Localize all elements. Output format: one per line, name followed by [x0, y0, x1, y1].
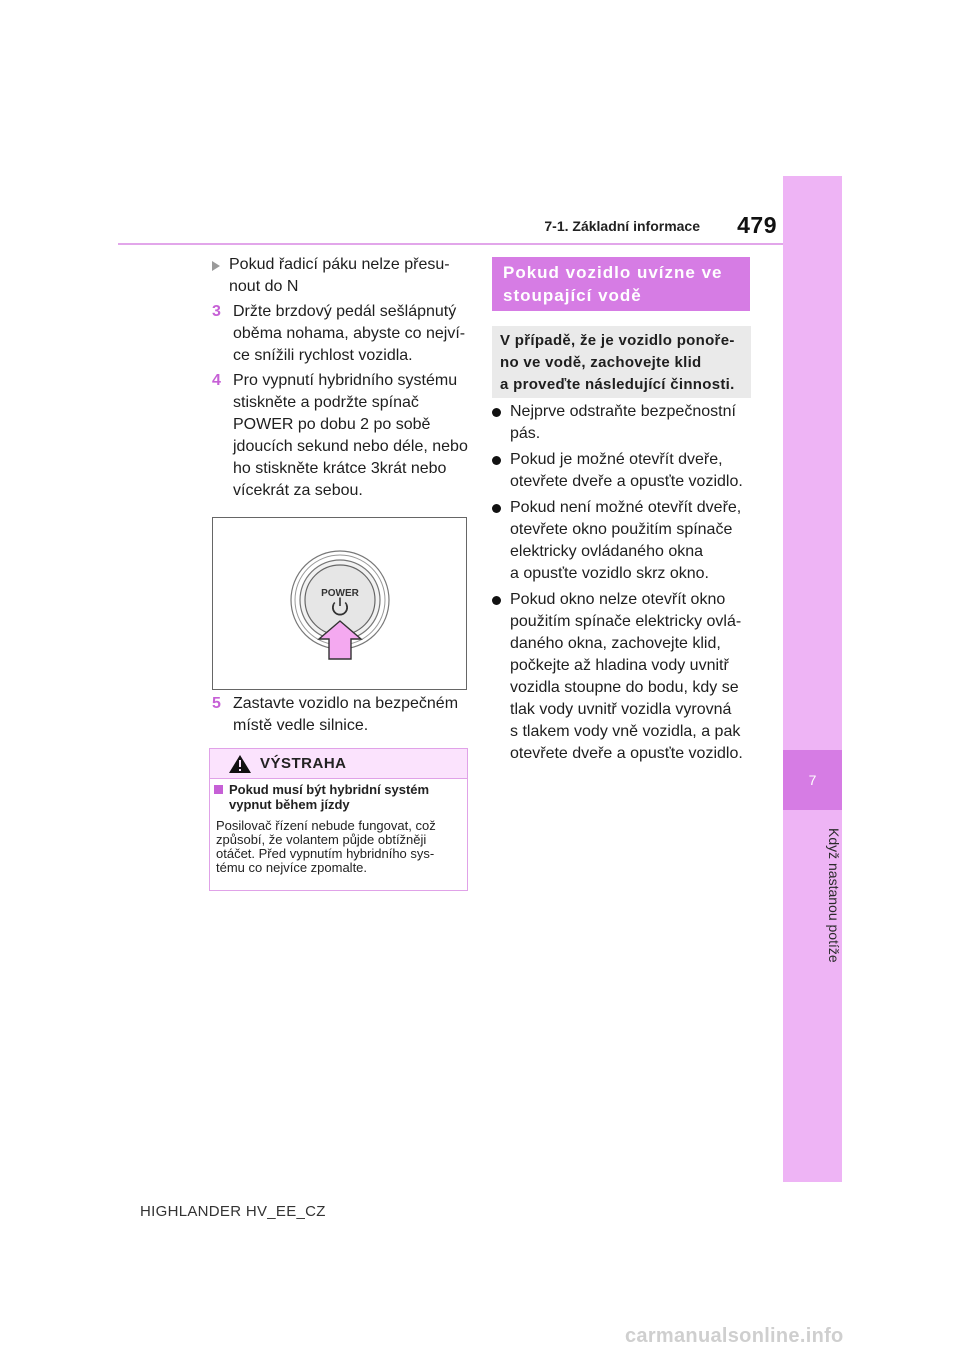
- warning-triangle-icon: [228, 754, 252, 774]
- bullet-line: pás.: [510, 425, 541, 442]
- page-number: 479: [737, 212, 777, 238]
- section-heading-box: [492, 257, 750, 311]
- section-heading-line: Pokud vozidlo uvízne ve: [503, 263, 723, 282]
- warning-title: VÝSTRAHA: [260, 755, 347, 772]
- substep-note: [212, 254, 472, 298]
- section-title: 7-1. Základní informace: [544, 218, 700, 234]
- bullet-line: tlak vody uvnitř vozidla vyrovná: [510, 701, 732, 718]
- bullet-line: použitím spínače elektricky ovlá-: [510, 613, 742, 630]
- bullet-line: otevřete okno použitím spínače: [510, 521, 733, 538]
- power-button-label: POWER: [321, 588, 359, 599]
- bullet-line: Nejprve odstraňte bezpečnostní: [510, 403, 736, 420]
- warning-text-line: způsobí, že volantem půjde obtížněji: [216, 832, 427, 847]
- bullet-line: elektricky ovládaného okna: [510, 543, 704, 560]
- warning-text: [216, 819, 466, 875]
- intro-line: a proveďte následující činnosti.: [500, 376, 735, 393]
- warning-text-line: Posilovač řízení nebude fungovat, což: [216, 818, 436, 833]
- bullet-line: Pokud okno nelze otevřít okno: [510, 591, 726, 608]
- intro-box: [492, 326, 751, 398]
- step-line: ho stiskněte krátce 3krát nebo: [233, 460, 447, 477]
- bullet-item: [492, 449, 757, 493]
- step-line: Zastavte vozidlo na bezpečném: [233, 695, 459, 712]
- bullet-dot-icon: [492, 408, 501, 417]
- step-number: 3: [212, 303, 221, 320]
- chapter-title: Když nastanou potíže: [826, 827, 842, 963]
- step-line: místě vedle silnice.: [233, 717, 369, 734]
- intro-line: V případě, že je vozidlo ponoře-: [500, 332, 735, 349]
- intro-line: no ve vodě, zachovejte klid: [500, 354, 702, 371]
- warning-header: [210, 749, 467, 779]
- model-footer: HIGHLANDER HV_EE_CZ: [140, 1203, 326, 1220]
- bullet-item: [492, 497, 757, 585]
- bullet-dot-icon: [492, 504, 501, 513]
- warning-subtitle-line: Pokud musí být hybridní systém: [229, 782, 430, 797]
- side-tab: [783, 176, 842, 1182]
- bullet-line: otevřete dveře a opusťte vozidlo.: [510, 745, 743, 762]
- step-line: Pro vypnutí hybridního systému: [233, 372, 458, 389]
- warning-subtitle: [229, 782, 465, 812]
- substep-line: Pokud řadicí páku nelze přesu-: [229, 256, 450, 273]
- warning-text-line: otáčet. Před vypnutím hybridního sys-: [216, 846, 435, 861]
- step-line: ce snížili rychlost vozidla.: [233, 347, 413, 364]
- power-button-drawing: [213, 518, 466, 689]
- bullet-line: Pokud není možné otevřít dveře,: [510, 499, 742, 516]
- step-number: 5: [212, 695, 221, 712]
- intro-text: [500, 330, 750, 396]
- step-line: jdoucích sekund nebo déle, nebo: [233, 438, 468, 455]
- bullet-line: vozidla stoupne do bodu, kdy se: [510, 679, 739, 696]
- step-line: vícekrát za sebou.: [233, 482, 363, 499]
- bullet-item: [492, 401, 757, 445]
- substep-line: nout do N: [229, 278, 299, 295]
- section-heading: [503, 261, 722, 307]
- step-line: POWER po dobu 2 po sobě: [233, 416, 431, 433]
- warning-subtitle-line: vypnut během jízdy: [229, 797, 350, 812]
- chapter-number-tab: [783, 750, 842, 810]
- bullet-dot-icon: [492, 456, 501, 465]
- header-divider: [118, 243, 783, 245]
- bullet-dot-icon: [492, 596, 501, 605]
- section-heading-line: stoupající vodě: [503, 286, 642, 305]
- step-number: 4: [212, 372, 221, 389]
- bullet-line: daného okna, zachovejte klid,: [510, 635, 721, 652]
- step-line: Držte brzdový pedál sešlápnutý: [233, 303, 457, 320]
- chapter-number: 7: [808, 772, 817, 788]
- watermark: carmanualsonline.info: [625, 1325, 844, 1347]
- bullet-line: Pokud je možné otevřít dveře,: [510, 451, 723, 468]
- step-line: stiskněte a podržte spínač: [233, 394, 419, 411]
- warning-box: [209, 748, 468, 891]
- triangle-marker-icon: [212, 261, 220, 271]
- bullet-item: [492, 589, 757, 765]
- step-5: [212, 693, 472, 737]
- power-button-illustration: [212, 517, 467, 690]
- bullet-line: s tlakem vody vně vozidla, a pak: [510, 723, 741, 740]
- square-bullet-icon: [214, 785, 223, 794]
- step-3: [212, 301, 472, 367]
- bullet-line: počkejte až hladina vody uvnitř: [510, 657, 729, 674]
- warning-text-line: tému co nejvíce zpomalte.: [216, 860, 368, 875]
- step-line: oběma nohama, abyste co nejví-: [233, 325, 466, 342]
- step-4: [212, 370, 472, 502]
- bullet-line: a opusťte vozidlo skrz okno.: [510, 565, 709, 582]
- bullet-line: otevřete dveře a opusťte vozidlo.: [510, 473, 743, 490]
